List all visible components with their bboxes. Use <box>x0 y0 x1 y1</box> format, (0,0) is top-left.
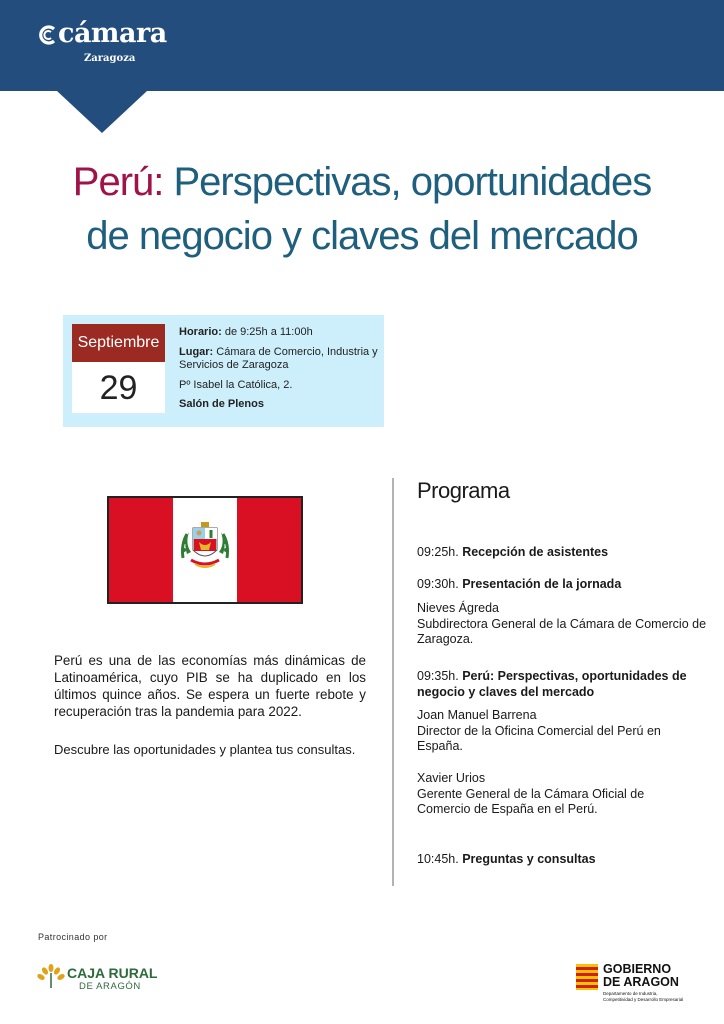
caja-rural-name: CAJA RURAL <box>67 965 158 981</box>
programa-item <box>417 852 707 868</box>
coat-of-arms-icon <box>173 498 237 602</box>
flag-left-band <box>109 498 173 602</box>
gobierno-line-1: GOBIERNO <box>603 962 672 976</box>
speaker-name: Joan Manuel Barrena <box>417 708 537 722</box>
title-line-1 <box>20 155 704 209</box>
gobierno-name <box>603 963 679 988</box>
lugar-value: Cámara de Comercio, Industria y Servicios de Zaragoza <box>179 345 378 371</box>
column-divider <box>392 478 394 886</box>
programa-time: 09:25h. <box>417 545 459 559</box>
wheat-icon <box>36 963 66 989</box>
event-address: Pº Isabel la Católica, 2. <box>179 378 293 391</box>
programa-item <box>417 545 707 561</box>
event-lugar <box>179 346 379 373</box>
programa-speaker <box>417 708 702 755</box>
date-month: Septiembre <box>72 324 165 362</box>
title-accent: Perú: <box>72 160 164 204</box>
speaker-role: Director de la Oficina Comercial del Perú en España. <box>417 723 661 753</box>
speaker-role: Gerente General de la Cámara Oficial de Comercio de España en el Perú. <box>417 786 645 816</box>
programa-item <box>417 669 687 700</box>
header-notch <box>57 91 147 133</box>
event-room: Salón de Plenos <box>179 398 264 410</box>
programa-speaker <box>417 601 707 648</box>
speaker-name: Nieves Ágreda <box>417 601 499 615</box>
programa-item <box>417 577 707 593</box>
programa-label: Recepción de asistentes <box>458 545 609 559</box>
department-line-1: Departamento de Industria, <box>603 991 658 996</box>
logo-name: cámara <box>58 18 167 49</box>
page-title <box>20 155 704 263</box>
programa-time: 10:45h. <box>417 852 459 866</box>
programa-label: Perú: Perspectivas, oportunidades de negocio y claves del mercado <box>417 669 687 699</box>
event-horario <box>179 326 379 340</box>
aragon-flag-icon <box>576 964 598 990</box>
lugar-label: Lugar: <box>179 345 214 358</box>
caja-rural-subtitle: DE ARAGÓN <box>79 981 141 992</box>
programa-speaker <box>417 771 677 818</box>
programa-label: Preguntas y consultas <box>458 852 596 866</box>
gobierno-line-2: DE ARAGON <box>603 974 679 989</box>
intro-cta: Descubre las oportunidades y plantea tus consultas. <box>54 742 356 757</box>
gobierno-department <box>603 991 723 1002</box>
peru-flag-image <box>107 496 303 604</box>
programa-time: 09:30h. <box>417 577 459 591</box>
intro-paragraph <box>54 652 366 720</box>
title-line-2: de negocio y claves del mercado <box>86 214 638 258</box>
event-details <box>179 326 379 412</box>
date-card <box>72 324 165 413</box>
department-line-2: Competitividad y Desarrollo Empresarial <box>603 996 684 1002</box>
programa-time: 09:35h. <box>417 669 459 683</box>
horario-label: Horario: <box>179 326 222 338</box>
programa-label: Presentación de la jornada <box>458 577 622 591</box>
logo-city: Zaragoza <box>84 53 136 64</box>
sponsor-label: Patrocinado por <box>38 932 108 942</box>
title-line-1-rest: Perspectivas, oportunidades <box>163 160 652 204</box>
date-day: 29 <box>99 369 138 407</box>
speaker-role: Subdirectora General de la Cámara de Comercio de Zaragoza. <box>417 616 707 646</box>
horario-value: de 9:25h a 11:00h <box>221 326 313 338</box>
intro-text: Perú es una de las economías más dinámicas de Latinoamérica, cuyo PIB se ha duplicado en los últimos quince años. Se espera un fuerte rebote y recuperación tras la pandemia para 2022. <box>54 653 366 719</box>
camara-logo-icon <box>38 24 60 46</box>
programa-title: Programa <box>417 478 510 503</box>
speaker-name: Xavier Urios <box>417 771 486 785</box>
flag-right-band <box>237 498 301 602</box>
